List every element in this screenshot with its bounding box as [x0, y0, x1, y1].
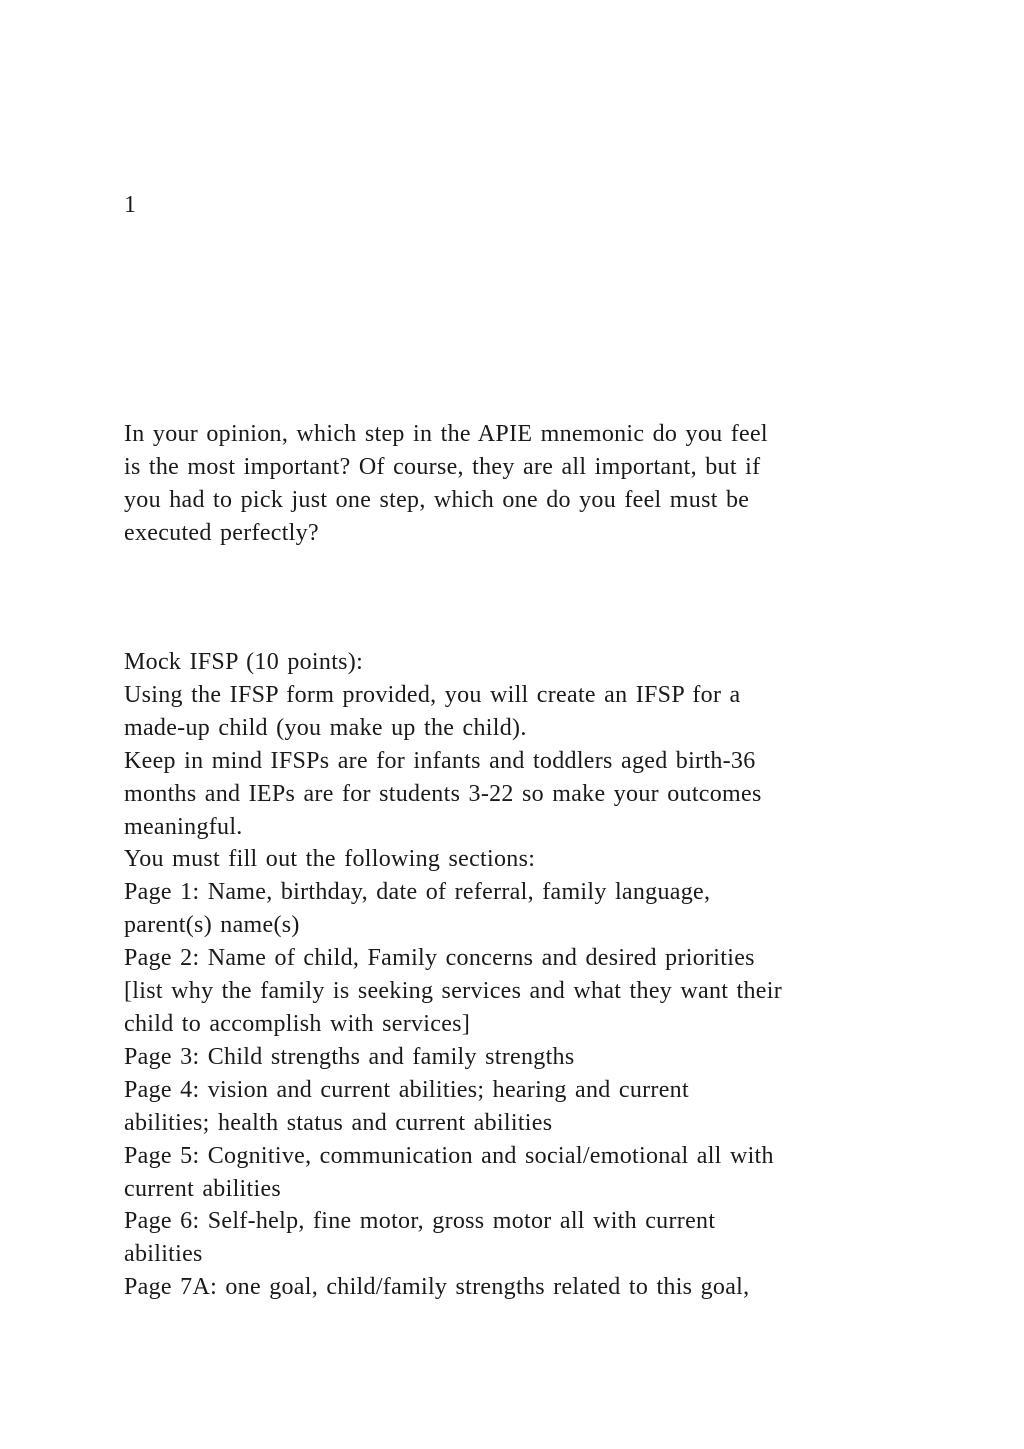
- section-line-page-1-cont: parent(s) name(s): [124, 912, 300, 939]
- page-number: 1: [124, 192, 136, 218]
- assignment-paragraph: [124, 646, 924, 1304]
- question-line: is the most important? Of course, they are all important, but if: [124, 453, 761, 480]
- section-line-page-5-cont: current abilities: [124, 1175, 282, 1202]
- question-line: executed perfectly?: [124, 519, 319, 546]
- section-line-page-2: Page 2: Name of child, Family concerns and desired priorities: [124, 945, 755, 972]
- section-line-page-1: Page 1: Name, birthday, date of referral, family language,: [124, 879, 711, 906]
- section-line-page-3: Page 3: Child strengths and family strengths: [124, 1043, 575, 1070]
- question-paragraph: [124, 418, 924, 550]
- assignment-line: Using the IFSP form provided, you will create an IFSP for a: [124, 681, 741, 708]
- assignment-heading: Mock IFSP (10 points):: [124, 649, 364, 675]
- assignment-line: meaningful.: [124, 813, 243, 840]
- section-line-page-6-cont: abilities: [124, 1241, 203, 1268]
- assignment-line: months and IEPs are for students 3-22 so make your outcomes: [124, 780, 762, 807]
- section-line-page-2-cont: child to accomplish with services]: [124, 1010, 471, 1037]
- section-line-page-2-cont: [list why the family is seeking services and what they want their: [124, 978, 783, 1005]
- section-line-page-6: Page 6: Self-help, fine motor, gross motor all with current: [124, 1208, 716, 1235]
- section-line-page-7a: Page 7A: one goal, child/family strengths related to this goal,: [124, 1274, 750, 1301]
- assignment-line: You must fill out the following sections:: [124, 846, 536, 873]
- section-line-page-5: Page 5: Cognitive, communication and social/emotional all with: [124, 1142, 774, 1169]
- section-line-page-4-cont: abilities; health status and current abilities: [124, 1109, 553, 1136]
- assignment-line: Keep in mind IFSPs are for infants and toddlers aged birth-36: [124, 747, 756, 774]
- section-line-page-4: Page 4: vision and current abilities; hearing and current: [124, 1076, 689, 1103]
- question-line: you had to pick just one step, which one do you feel must be: [124, 486, 750, 513]
- assignment-line: made-up child (you make up the child).: [124, 714, 527, 741]
- question-line: In your opinion, which step in the APIE mnemonic do you feel: [124, 421, 768, 447]
